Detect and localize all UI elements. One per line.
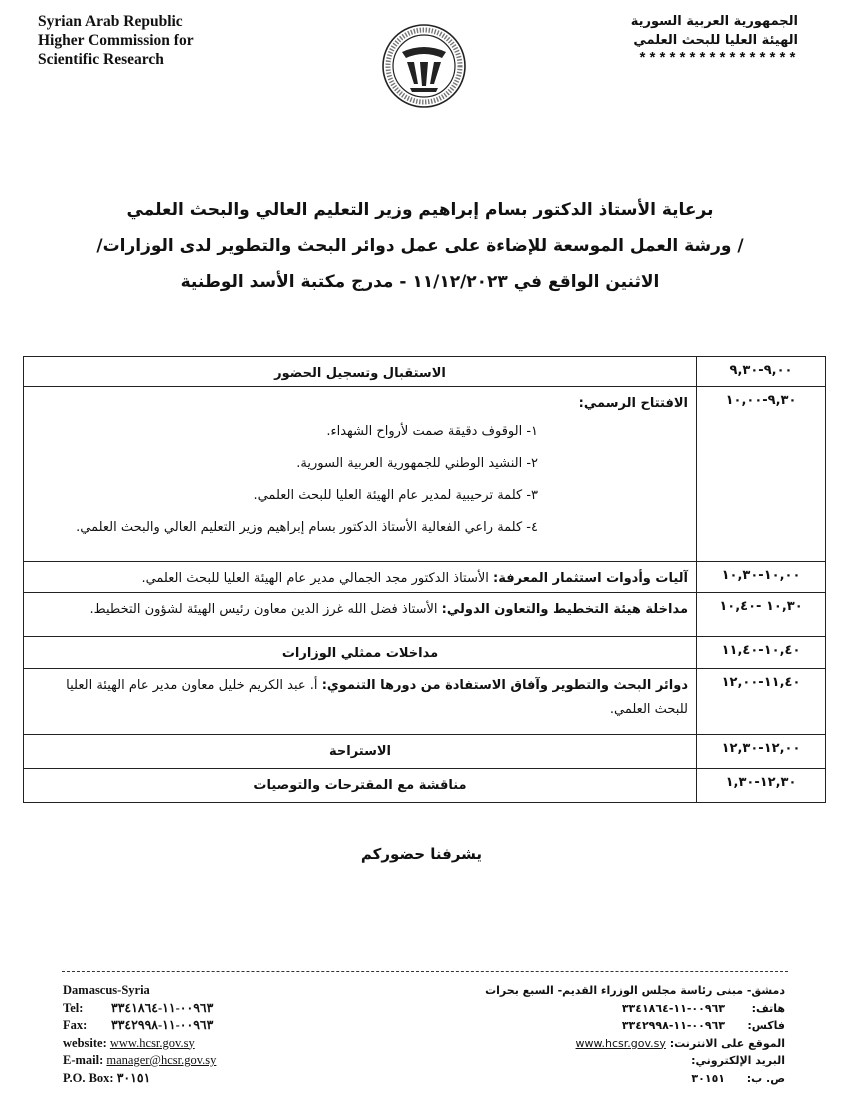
footer-ar-tel: هاتف:٠٠٩٦٣-١١-٣٣٤١٨٦٤ [621, 1001, 785, 1015]
commission-logo [380, 22, 468, 118]
header-ar-line1: الجمهورية العربية السورية [630, 14, 798, 29]
website-link[interactable]: www.hcsr.gov.sy [109, 1035, 195, 1050]
header-ar-stars: **************** [637, 51, 798, 68]
time-cell: ١٢,٣٠-١,٣٠ [697, 769, 826, 803]
header-en-line1: Syrian Arab Republic [38, 13, 183, 30]
title-line-patronage: برعاية الأستاذ الدكتور بسام إبراهيم وزير التعليم العالي والبحث العلمي [126, 200, 714, 220]
activity-cell: مداخلات ممثلي الوزارات [24, 637, 697, 669]
footer-english [63, 982, 216, 1087]
email-link[interactable]: manager@hcsr.gov.sy [106, 1053, 217, 1067]
time-cell: ٩,٠٠-٩,٣٠ [697, 357, 826, 387]
time-cell: ١٠,٣٠ -١٠,٤٠ [697, 593, 826, 637]
footer-website: website: www.hcsr.gov.sy [63, 1035, 195, 1050]
table-row [24, 562, 826, 593]
list-item: ٣- كلمة ترحيبية لمدير عام الهيئة العليا للبحث العلمي. [253, 488, 538, 503]
activity-cell: الاستراحة [24, 735, 697, 769]
title-line-workshop: / ورشة العمل الموسعة للإضاءة على عمل دوائر البحث والتطوير لدى الوزارات/ [96, 236, 744, 256]
activity-cell: مداخلة هيئة التخطيط والتعاون الدولي: الأستاذ فضل الله غرز الدين معاون رئيس الهيئة لشؤون التخطيط. [24, 593, 697, 637]
footer-ar-fax: فاكس:٠٠٩٦٣-١١-٣٣٤٢٩٩٨ [621, 1019, 785, 1032]
ar-website-link[interactable]: www.hcsr.gov.sy [575, 1036, 666, 1050]
header-ar-line2: الهيئة العليا للبحث العلمي [633, 33, 798, 48]
time-cell: ٩,٣٠-١٠,٠٠ [697, 387, 826, 562]
header-english [38, 12, 194, 69]
list-item: ١- الوقوف دقيقة صمت لأرواح الشهداء. [326, 424, 538, 439]
table-row [24, 637, 826, 669]
title-block [60, 192, 780, 300]
footer-arabic [485, 982, 785, 1087]
footer-ar-email: البريد الإلكتروني: [691, 1054, 785, 1067]
table-row [24, 669, 826, 735]
activity-cell: دوائر البحث والتطوير وآفاق الاستفادة من دورها التنموي: أ. عبد الكريم خليل معاون مدير عام الهيئة العليا للبحث العلمي. [24, 669, 697, 735]
time-cell: ١٢,٠٠-١٢,٣٠ [697, 735, 826, 769]
activity-cell [24, 387, 697, 562]
table-row [24, 357, 826, 387]
footer-address: دمشق- مبنى رئاسة مجلس الوزراء القديم- السبع بحرات [485, 984, 785, 997]
opening-heading: الافتتاح الرسمي: [578, 396, 688, 411]
closing-line: يشرفنا حضوركم [360, 845, 483, 863]
time-cell: ١٠,٠٠-١٠,٣٠ [697, 562, 826, 593]
footer-tel: Tel: ٠٠٩٦٣-١١-٣٣٤١٨٦٤ [63, 1000, 214, 1015]
list-item: ٤- كلمة راعي الفعالية الأستاذ الدكتور بسام إبراهيم وزير التعليم العالي والبحث العلمي. [76, 520, 538, 535]
activity-cell: آليات وأدوات استثمار المعرفة: الأستاذ الدكتور مجد الجمالي مدير عام الهيئة العليا للبحث العلمي. [24, 562, 697, 593]
table-row [24, 769, 826, 803]
footer-email: E-mail: manager@hcsr.gov.sy [63, 1053, 217, 1067]
activity-cell: مناقشة مع المقترحات والتوصيات [24, 769, 697, 803]
header-arabic [631, 12, 798, 69]
footer-pobox: P.O. Box: ٣٠١٥١ [63, 1070, 151, 1085]
activity-cell: الاستقبال وتسجيل الحضور [24, 357, 697, 387]
schedule-table [23, 356, 826, 803]
header-en-line2: Higher Commission for [38, 32, 194, 49]
footer-ar-website: الموقع على الانترنت: www.hcsr.gov.sy [575, 1036, 785, 1050]
time-cell: ١٠,٤٠-١١,٤٠ [697, 637, 826, 669]
header-en-line3: Scientific Research [38, 51, 164, 68]
time-cell: ١١,٤٠-١٢,٠٠ [697, 669, 826, 735]
table-row [24, 593, 826, 637]
footer-divider [62, 971, 788, 972]
table-row [24, 735, 826, 769]
footer-city: Damascus-Syria [63, 983, 150, 997]
list-item: ٢- النشيد الوطني للجمهورية العربية السورية. [296, 456, 538, 471]
footer-ar-pobox: ص. ب:٣٠١٥١ [691, 1071, 785, 1085]
table-row [24, 387, 826, 562]
title-line-date-venue: الاثنين الواقع في ١١/١٢/٢٠٢٣ - مدرج مكتبة الأسد الوطنية [180, 272, 660, 292]
footer-fax: Fax: ٠٠٩٦٣-١١-٣٣٤٢٩٩٨ [63, 1018, 214, 1032]
